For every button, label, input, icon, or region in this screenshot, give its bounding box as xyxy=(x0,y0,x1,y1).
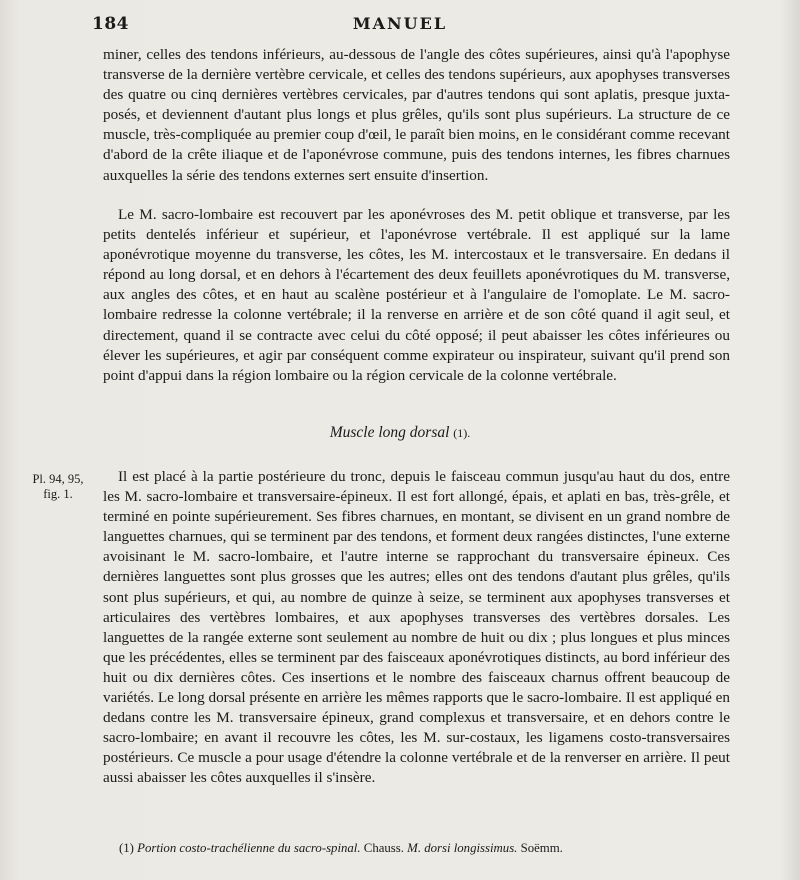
running-title: MANUEL xyxy=(352,14,448,33)
footnote-text-italic-1: Portion costo-trachélienne du sacro-spinal. xyxy=(137,841,361,855)
footnote-reference: (1). xyxy=(453,426,471,440)
margin-note-plates: Pl. 94, 95, xyxy=(32,472,84,486)
footnote-text-roman-1: Chauss. xyxy=(363,841,404,855)
page-number: 184 xyxy=(92,14,129,34)
margin-note-figure: fig. 1. xyxy=(43,487,73,501)
section-heading xyxy=(0,424,800,442)
footnote-number: (1) xyxy=(119,841,134,855)
paragraph-1: miner, celles des tendons inférieurs, au-dessous de l'angle des côtes supérieures, ainsi qu'à l'apophyse transverse de la dernière vertèbre cervicale, et celles des tendons supérieurs, aux apophyses transverses des quatre ou cinq dernières vertèbres cervicales, par d'autres tendons qui sont aplatis, presque juxta-posés, et deviennent d'autant plus longs et plus grêles, qu'ils sont plus supérieurs. La structure de ce muscle, très-compliquée au premier coup d'œil, le paraît bien moins, en le considérant comme recevant d'abord de la crête iliaque et de l'aponévrose commune, puis des tendons internes, les fibres charnues auxquelles la série des tendons externes sert ensuite d'insertion. xyxy=(103,46,730,184)
footnote-text-italic-2: M. dorsi longissimus. xyxy=(407,841,518,855)
paragraph-sacro-lombaire xyxy=(103,205,730,386)
paragraph-2: Le M. sacro-lombaire est recouvert par les aponévroses des M. petit oblique et transverse, par les petits dentelés inférieur et supérieur, et l'aponévrose vertébrale. Il est appliqué sur la lame aponévrotique moyenne du transverse, les côtes, les M. intercostaux et le transversaire. En dedans il répond au long dorsal, et en dehors à l'écartement des deux feuillets aponévrotiques du M. transverse, aux angles des côtes, et en haut au scalène postérieur et à l'angulaire de l'omoplate. Le M. sacro-lombaire redresse la colonne vertébrale; il la renverse en arrière et de son côté quand il agit seul, et directement, quand il se contracte avec celui du côté opposé; il peut abaisser les côtes inférieures ou élever les supérieures, et agir par conséquent comme expirateur ou inspirateur, suivant qu'il prend son point d'appui dans la région lombaire ou la région cervicale de la colonne vertébrale. xyxy=(103,206,730,384)
paragraph-3: Il est placé à la partie postérieure du tronc, depuis le faisceau commun jusqu'au haut du dos, entre les M. sacro-lombaire et transversaire-épineux. Il est fort allongé, épais, et aplati en bas, très-grêle, et terminé en pointe supérieurement. Ses fibres charnues, en montant, se divisent en un grand nombre de languettes charnues, qui se terminent par des tendons, et forment deux rangées distinctes, l'une externe avoisinant le M. sacro-lombaire, et l'autre interne se rapprochant du transversaire épineux. Ces dernières languettes sont plus grosses que les autres; elles ont des tendons d'autant plus grêles, qu'ils sont plus supérieurs, et qui, au nombre de quinze à seize, se terminent aux apophyses transverses et articulaires des vertèbres lombaires, et aux apophyses transverses des vertèbres dorsales. Les languettes de la rangée externe sont seulement au nombre de huit ou dix ; plus longues et plus minces que les précédentes, elles se terminent par des faisceaux aponévrotiques distincts, au bord inférieur des huit ou dix dernières côtes. Ces insertions et le nombre des faisceaux charnus offrent beaucoup de variétés. Le long dorsal présente en arrière les mêmes rapports que le sacro-lombaire. Il est appliqué en dedans contre les M. transversaire épineux, grand complexus et transversaire, et en dehors contre le sacro-lombaire; en avant il recouvre les côtes, les M. sur-costaux, les ligamens costo-transversaires postérieurs. Ce muscle a pour usage d'étendre la colonne vertébrale et de la renverser en arrière. Il peut aussi abaisser les côtes auxquelles il s'insère. xyxy=(103,468,730,787)
paragraph-long-dorsal xyxy=(103,467,730,789)
footnote-text-roman-2: Soëmm. xyxy=(520,841,563,855)
section-title: Muscle long dorsal xyxy=(329,424,450,441)
paragraph-continued xyxy=(103,45,730,186)
page-header xyxy=(0,14,800,38)
footnote xyxy=(119,841,739,856)
margin-note xyxy=(18,472,98,502)
